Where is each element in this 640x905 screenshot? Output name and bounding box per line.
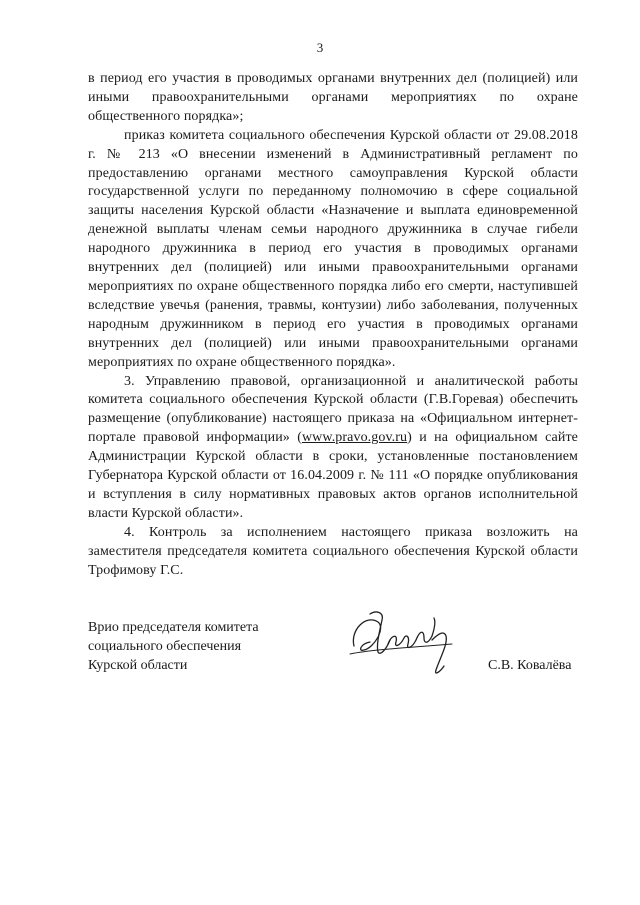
pravo-gov-link[interactable]: www.pravo.gov.ru — [301, 430, 408, 446]
paragraph-item-3 — [88, 373, 578, 524]
signatory-name: С.В. Ковалёва — [488, 658, 572, 673]
paragraph-item-4: 4. Контроль за исполнением настоящего приказа возложить на заместителя председателя комитета социального обеспечения Курской области Трофимову Г.С. — [88, 524, 578, 578]
paragraph-order-213: приказ комитета социального обеспечения Курской области от 29.08.2018 г. № 213 «О внесении изменений в Административный регламент по предоставлению органами местного самоуправления Курской области государственной услуги по переданному полномочию в сфере социальной защиты населения Курской области «Назначение и выплата единовременной денежной выплаты членам семьи народного дружинника в случае гибели народного дружинника в период его участия в проводимых органами внутренних дел (полицией) или иными правоохранительными органами мероприятиях по охране общественного порядка либо его смерти, наступившей вследствие увечья (ранения, травмы, контузии) либо заболевания, полученных народным дружинником в период его участия в проводимых органами внутренних дел (полицией) или иными правоохранительными органами мероприятиях по охране общественного порядка». — [88, 127, 578, 370]
document-body — [88, 70, 578, 580]
signatory-title-line-3: Курской области — [88, 658, 188, 673]
page-number: 3 — [316, 40, 324, 55]
signatory-title — [88, 618, 288, 675]
handwritten-signature — [340, 600, 470, 680]
paragraph-item-3-text-end: ) и на официальном сайте Администрации Курской области в сроки, установленные постановлением Губернатора Курской области от 16.04.2009 г. № 111 «О порядке опубликования и вступления в силу нормативных правовых актов органов исполнительной власти Курской области». — [88, 430, 578, 521]
paragraph-item-3-text-start: 3. Управлению правовой, организационной и аналитической работы комитета социального обеспечения Курской области (Г.В.Горевая) обеспечить размещение (опубликование) настоящего приказа на «Официальном интернет-портале правовой информации» ( — [88, 373, 578, 446]
signatory-title-line-2: социального обеспечения — [88, 639, 242, 654]
paragraph-continuation: в период его участия в проводимых органами внутренних дел (полицией) или иными правоохранительными органами мероприятиях по охране общественного порядка»; — [88, 71, 578, 124]
signatory-title-line-1: Врио председателя комитета — [88, 620, 259, 635]
